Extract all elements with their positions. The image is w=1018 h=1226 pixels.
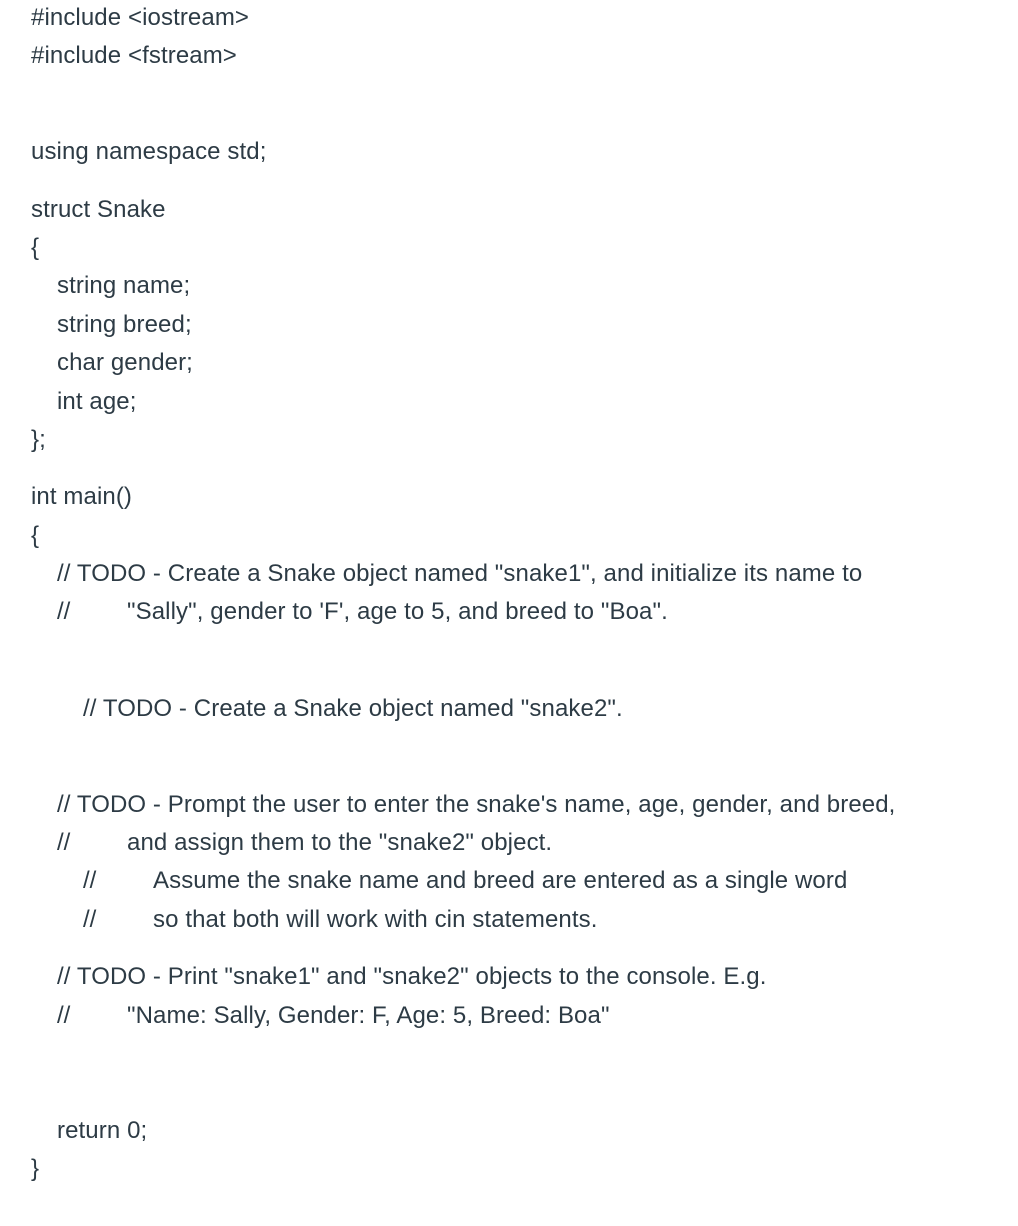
main-close-brace: } bbox=[31, 1155, 40, 1182]
struct-field-breed: string breed; bbox=[57, 311, 192, 338]
todo3-comment-line1: // TODO - Prompt the user to enter the snake's name, age, gender, and breed, bbox=[57, 791, 896, 818]
main-open-brace: { bbox=[31, 522, 40, 549]
todo1-comment-line1: // TODO - Create a Snake object named "snake1", and initialize its name to bbox=[57, 560, 863, 587]
todo2-comment-line: // TODO - Create a Snake object named "snake2". bbox=[83, 695, 623, 722]
todo3-comment-line2: and assign them to the "snake2" object. bbox=[127, 829, 553, 856]
todo3-comment-marker-d: // bbox=[83, 906, 97, 933]
todo3-comment-line4: so that both will work with cin statements. bbox=[153, 906, 598, 933]
struct-field-name: string name; bbox=[57, 272, 191, 299]
struct-close-brace: }; bbox=[31, 426, 46, 453]
using-namespace-line: using namespace std; bbox=[31, 138, 267, 165]
return-statement: return 0; bbox=[57, 1117, 148, 1144]
include-iostream-line: #include <iostream> bbox=[31, 4, 250, 31]
todo3-comment-marker-b: // bbox=[57, 829, 71, 856]
struct-declaration-line: struct Snake bbox=[31, 196, 166, 223]
todo1-comment-marker: // bbox=[57, 598, 71, 625]
todo3-comment-line3: Assume the snake name and breed are entered as a single word bbox=[153, 867, 848, 894]
struct-open-brace: { bbox=[31, 234, 40, 261]
todo1-comment-line2: "Sally", gender to 'F', age to 5, and breed to "Boa". bbox=[127, 598, 668, 625]
todo4-comment-line2: "Name: Sally, Gender: F, Age: 5, Breed: Boa" bbox=[127, 1002, 610, 1029]
todo3-comment-marker-c: // bbox=[83, 867, 97, 894]
struct-field-age: int age; bbox=[57, 388, 137, 415]
struct-field-gender: char gender; bbox=[57, 349, 193, 376]
todo4-comment-marker: // bbox=[57, 1002, 71, 1029]
todo4-comment-line1: // TODO - Print "snake1" and "snake2" objects to the console. E.g. bbox=[57, 963, 767, 990]
main-declaration-line: int main() bbox=[31, 483, 133, 510]
include-fstream-line: #include <fstream> bbox=[31, 42, 237, 69]
